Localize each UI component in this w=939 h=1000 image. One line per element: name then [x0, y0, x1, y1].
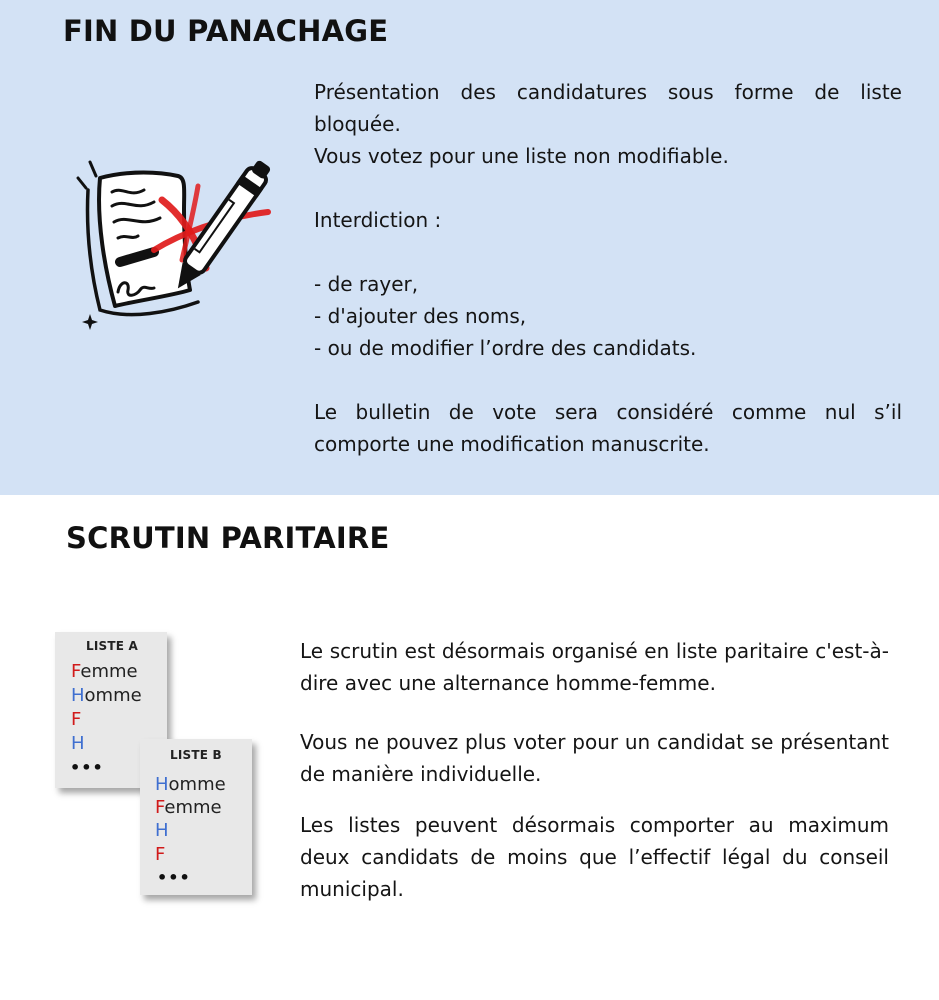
- list-item: - ou de modifier l’ordre des candidats.: [314, 336, 697, 360]
- text-line: Présentation des candidatures sous forme de liste bloquée.: [314, 80, 902, 136]
- list-b-ellipsis: •••: [157, 868, 191, 887]
- list-b-card: [140, 739, 252, 895]
- section-title-fin-du-panachage: FIN DU PANACHAGE: [63, 14, 389, 48]
- text-line: Vous votez pour une liste non modifiable.: [314, 144, 729, 168]
- list-a-ellipsis: •••: [70, 758, 104, 777]
- list-b-title: LISTE B: [170, 748, 222, 762]
- text-line: Le bulletin de vote sera considéré comme nul s’il comporte une modification manuscrite.: [314, 400, 902, 456]
- paritaire-text: [300, 635, 889, 905]
- list-b-item: H: [155, 820, 169, 841]
- text-line: Interdiction :: [314, 208, 442, 232]
- list-b-item: F: [155, 844, 166, 865]
- panachage-text: [314, 76, 902, 460]
- section-title-scrutin-paritaire: SCRUTIN PARITAIRE: [66, 521, 390, 555]
- list-item: - d'ajouter des noms,: [314, 304, 527, 328]
- list-a-item: H: [71, 733, 85, 754]
- list-b-item: Homme: [155, 774, 226, 795]
- paragraph: Les listes peuvent désormais comporter au maximum deux candidats de moins que l’effectif légal du conseil municipal.: [300, 813, 889, 901]
- paragraph: Le scrutin est désormais organisé en liste paritaire c'est-à-dire avec une alternance homme-femme.: [300, 639, 889, 695]
- list-a-item: Homme: [71, 685, 142, 706]
- voting-ballot-pen-cross-icon: [70, 150, 280, 330]
- list-a-item: F: [71, 709, 82, 730]
- paragraph: Vous ne pouvez plus voter pour un candidat se présentant de manière individuelle.: [300, 730, 889, 786]
- list-item: - de rayer,: [314, 272, 419, 296]
- list-b-item: Femme: [155, 797, 222, 818]
- list-a-title: LISTE A: [86, 639, 139, 653]
- list-a-item: Femme: [71, 661, 138, 682]
